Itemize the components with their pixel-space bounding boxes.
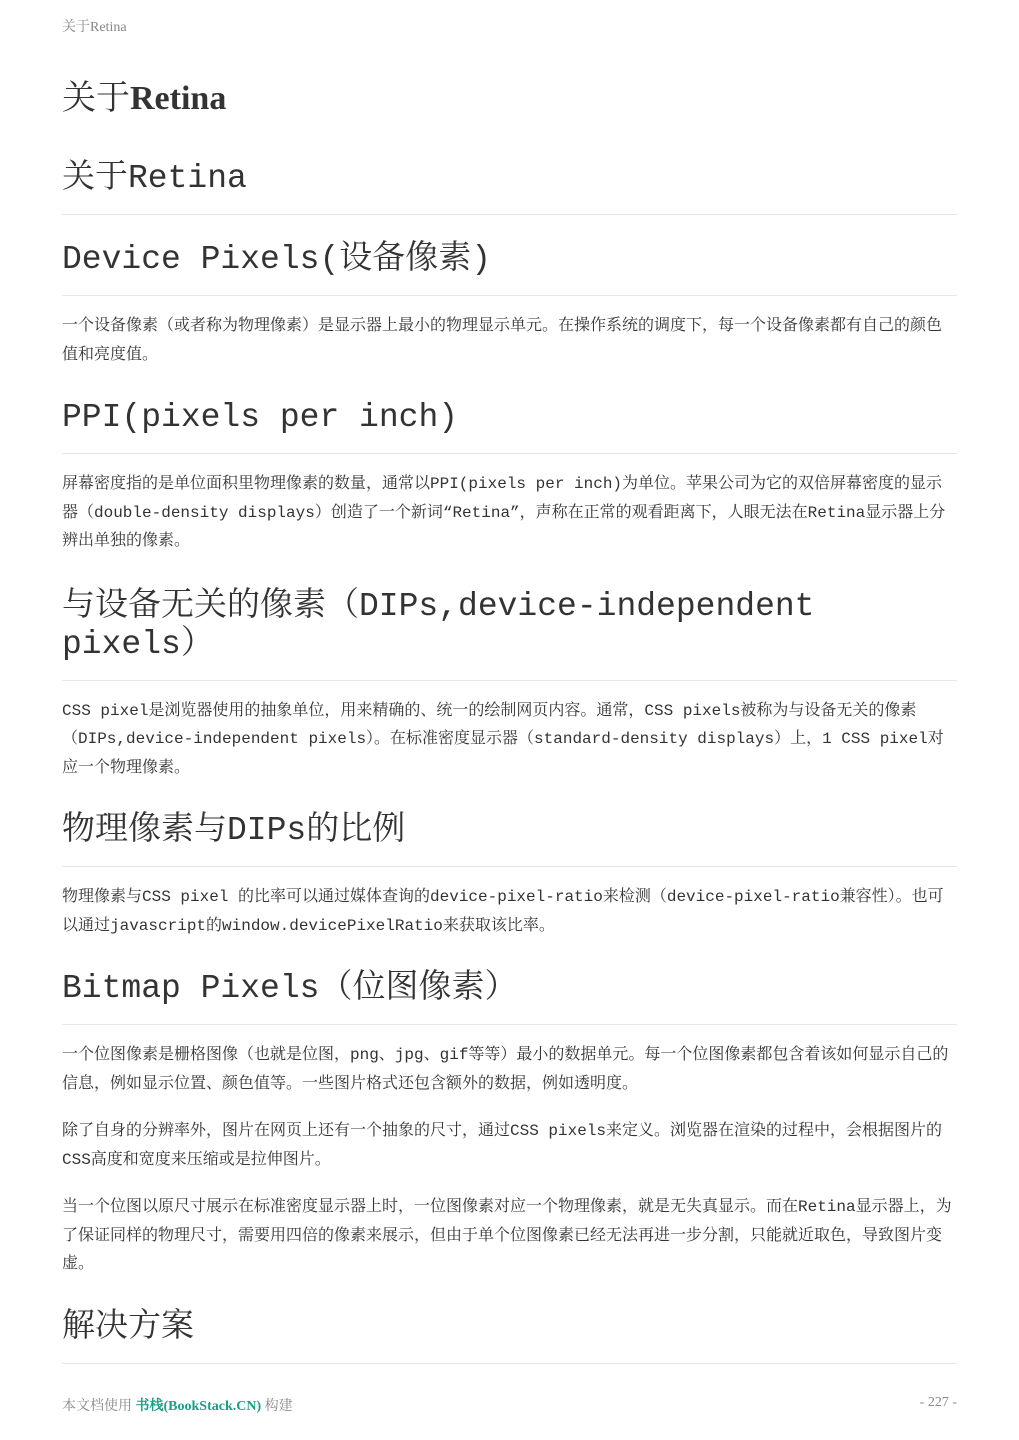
document-title bbox=[62, 78, 226, 120]
document-title-latin: Retina bbox=[130, 80, 227, 117]
page-footer bbox=[62, 1395, 957, 1415]
paragraph-bitmap-3: 当一个位图以原尺寸展示在标准密度显示器上时，一位图像素对应一个物理像素，就是无失真显示。而在Retina显示器上，为了保证同样的物理尺寸，需要用四倍的像素来展示，但由于单个位图像素已经无法再进一步分割，只能就近取色，导致图片变虚。 bbox=[62, 1198, 952, 1273]
paragraph-ratio: 物理像素与CSS pixel 的比率可以通过媒体查询的device-pixel-ratio来检测（device-pixel-ratio兼容性）。也可以通过javascript的window.devicePixelRatio来获取该比率。 bbox=[62, 888, 944, 935]
section-heading-solution: 解决方案 bbox=[62, 1309, 957, 1364]
section-heading-ppi: PPI(pixels per inch) bbox=[62, 399, 957, 454]
section-heading-ratio: 物理像素与DIPs的比例 bbox=[62, 812, 957, 867]
section-heading-bitmap-pixels: Bitmap Pixels（位图像素） bbox=[62, 970, 957, 1025]
page-number: - 227 - bbox=[919, 1395, 957, 1410]
paragraph-dips: CSS pixel是浏览器使用的抽象单位，用来精确的、统一的绘制网页内容。通常，CSS pixels被称为与设备无关的像素（DIPs,device-independent pixels）。在标准密度显示器（standard-density displays）上，1 CSS pixel对应一个物理像素。 bbox=[62, 701, 944, 777]
running-header: 关于Retina bbox=[62, 20, 127, 35]
document-title-cjk: 关于 bbox=[62, 80, 130, 117]
paragraph-bitmap-1: 一个位图像素是栅格图像（也就是位图，png、jpg、gif等等）最小的数据单元。每一个位图像素都包含着该如何显示自己的信息，例如显示位置、颜色值等。一些图片格式还包含额外的数据，例如透明度。 bbox=[62, 1046, 949, 1093]
paragraph-bitmap-2: 除了自身的分辨率外，图片在网页上还有一个抽象的尺寸，通过CSS pixels来定义。浏览器在渲染的过程中，会根据图片的CSS高度和宽度来压缩或是拉伸图片。 bbox=[62, 1122, 943, 1169]
article-body bbox=[62, 160, 957, 1364]
section-heading-device-pixels: Device Pixels(设备像素) bbox=[62, 241, 957, 296]
section-heading-dips: 与设备无关的像素（DIPs,device-independent pixels） bbox=[62, 588, 957, 681]
footer-suffix: 构建 bbox=[261, 1399, 293, 1414]
section-heading-about-retina: 关于Retina bbox=[62, 160, 957, 215]
footer-prefix: 本文档使用 bbox=[62, 1399, 136, 1414]
footer-brand-link[interactable]: 书栈(BookStack.CN) bbox=[135, 1399, 262, 1414]
paragraph-ppi: 屏幕密度指的是单位面积里物理像素的数量，通常以PPI(pixels per inch)为单位。苹果公司为它的双倍屏幕密度的显示器（double-density displays）创造了一个新词“Retina”，声称在正常的观看距离下，人眼无法在Retina显示器上分辨出单独的像素。 bbox=[62, 475, 946, 550]
paragraph-device-pixels: 一个设备像素（或者称为物理像素）是显示器上最小的物理显示单元。在操作系统的调度下，每一个设备像素都有自己的颜色值和亮度值。 bbox=[62, 317, 943, 364]
